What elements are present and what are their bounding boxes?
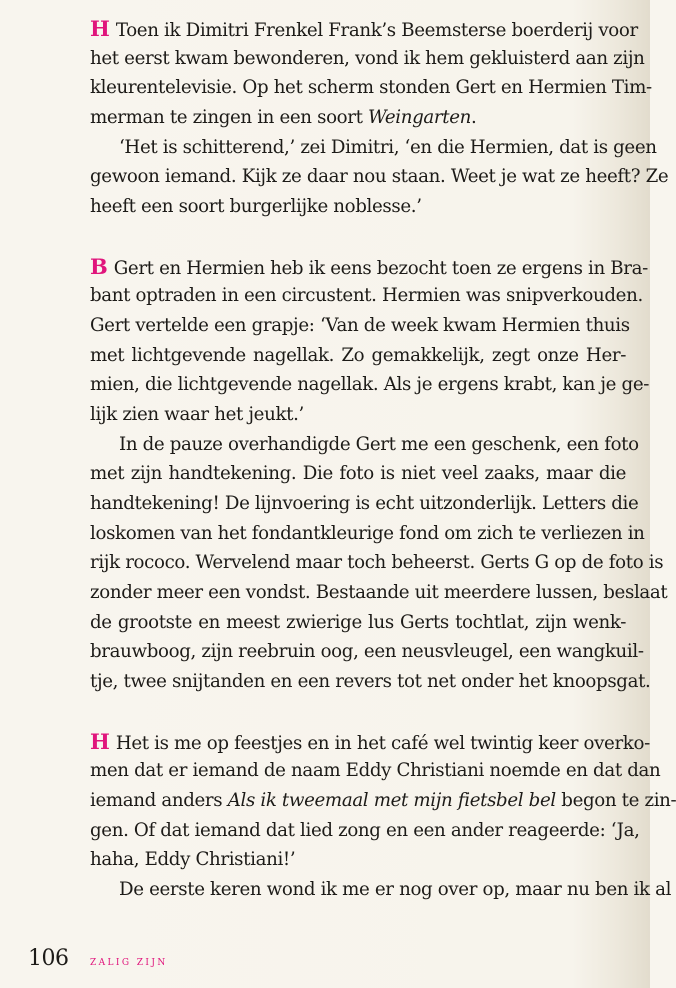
paragraph	[90, 727, 676, 875]
italic-title: Weingarten	[368, 107, 471, 129]
page-number: 106	[28, 946, 69, 971]
text-line: men dat er iemand de naam Eddy Christiani noemde en dat dan	[90, 760, 661, 782]
text-line: met lichtgevende nagellak. Zo gemakkelijk, zegt onze Her-	[90, 344, 626, 366]
italic-title: Als ik tweemaal met mijn fietsbel bel	[227, 789, 556, 811]
text-line: rijk rococo. Wervelend maar toch beheerst. Gerts G op de foto is	[90, 552, 664, 574]
text-line: kleurentelevisie. Op het scherm stonden Gert en Hermien Tim-	[90, 77, 652, 99]
paragraph	[90, 252, 650, 430]
text-section	[90, 727, 676, 905]
text-section	[90, 252, 668, 697]
section-break	[90, 222, 626, 252]
paragraph	[90, 14, 652, 133]
text-line: iemand anders Als ik tweemaal met mijn fietsbel bel begon te zin-	[90, 789, 676, 811]
text-line: heeft een soort burgerlijke noblesse.’	[90, 196, 422, 218]
text-line: H Toen ik Dimitri Frenkel Frank’s Beemsterse boerderij voor	[90, 16, 638, 41]
text-line: lijk zien waar het jeukt.’	[90, 403, 304, 425]
text-section	[90, 14, 669, 222]
text-line: haha, Eddy Christiani!’	[90, 849, 296, 871]
section-initial: H	[90, 16, 110, 41]
text-line: brauwboog, zijn reebruin oog, een neusvleugel, een wangkuil-	[90, 641, 644, 663]
section-initial: H	[90, 728, 110, 754]
text-line: de grootste en meest zwierige lus Gerts tochtlat, zijn wenk-	[90, 611, 626, 633]
section-initial: B	[90, 253, 108, 279]
paragraph	[90, 430, 668, 697]
text-line: met zijn handtekening. Die foto is niet veel zaaks, maar die	[90, 463, 626, 485]
text-line: het eerst kwam bewonderen, vond ik hem gekluisterd aan zijn	[90, 47, 645, 69]
page-footer	[28, 946, 168, 971]
text-line: gen. Of dat iemand dat lied zong en een ander reageerde: ‘Ja,	[90, 819, 640, 841]
text-line: In de pauze overhandigde Gert me een geschenk, een foto	[119, 433, 639, 455]
text-line: handtekening! De lijnvoering is echt uitzonderlijk. Letters die	[90, 493, 639, 514]
paragraph	[90, 875, 672, 905]
running-head: ZALIG ZIJN	[90, 958, 168, 968]
text-line: zonder meer een vondst. Bestaande uit meerdere lussen, beslaat	[90, 582, 668, 604]
section-break	[90, 697, 626, 727]
text-line: gewoon iemand. Kijk ze daar nou staan. Weet je wat ze heeft? Ze	[90, 166, 669, 188]
text-line: Gert vertelde een grapje: ‘Van de week kwam Hermien thuis	[90, 314, 630, 336]
text-line: bant optraden in een circustent. Hermien was snipverkouden.	[90, 285, 643, 307]
text-line: merman te zingen in een soort Weingarten.	[90, 107, 477, 129]
text-line: tje, twee snijtanden en een revers tot net onder het knoopsgat.	[90, 671, 651, 693]
text-line: ‘Het is schitterend,’ zei Dimitri, ‘en die Hermien, dat is geen	[119, 136, 657, 158]
text-line: loskomen van het fondantkleurige fond om zich te verliezen in	[90, 522, 645, 544]
text-line: H Het is me op feestjes en in het café wel twintig keer overko-	[90, 728, 650, 754]
body-text	[90, 14, 676, 905]
text-line: mien, die lichtgevende nagellak. Als je ergens krabt, kan je ge-	[90, 374, 650, 396]
text-line: De eerste keren wond ik me er nog over op, maar nu ben ik al	[119, 878, 672, 900]
paragraph	[90, 133, 669, 222]
text-line: B Gert en Hermien heb ik eens bezocht toen ze ergens in Bra-	[90, 253, 648, 279]
